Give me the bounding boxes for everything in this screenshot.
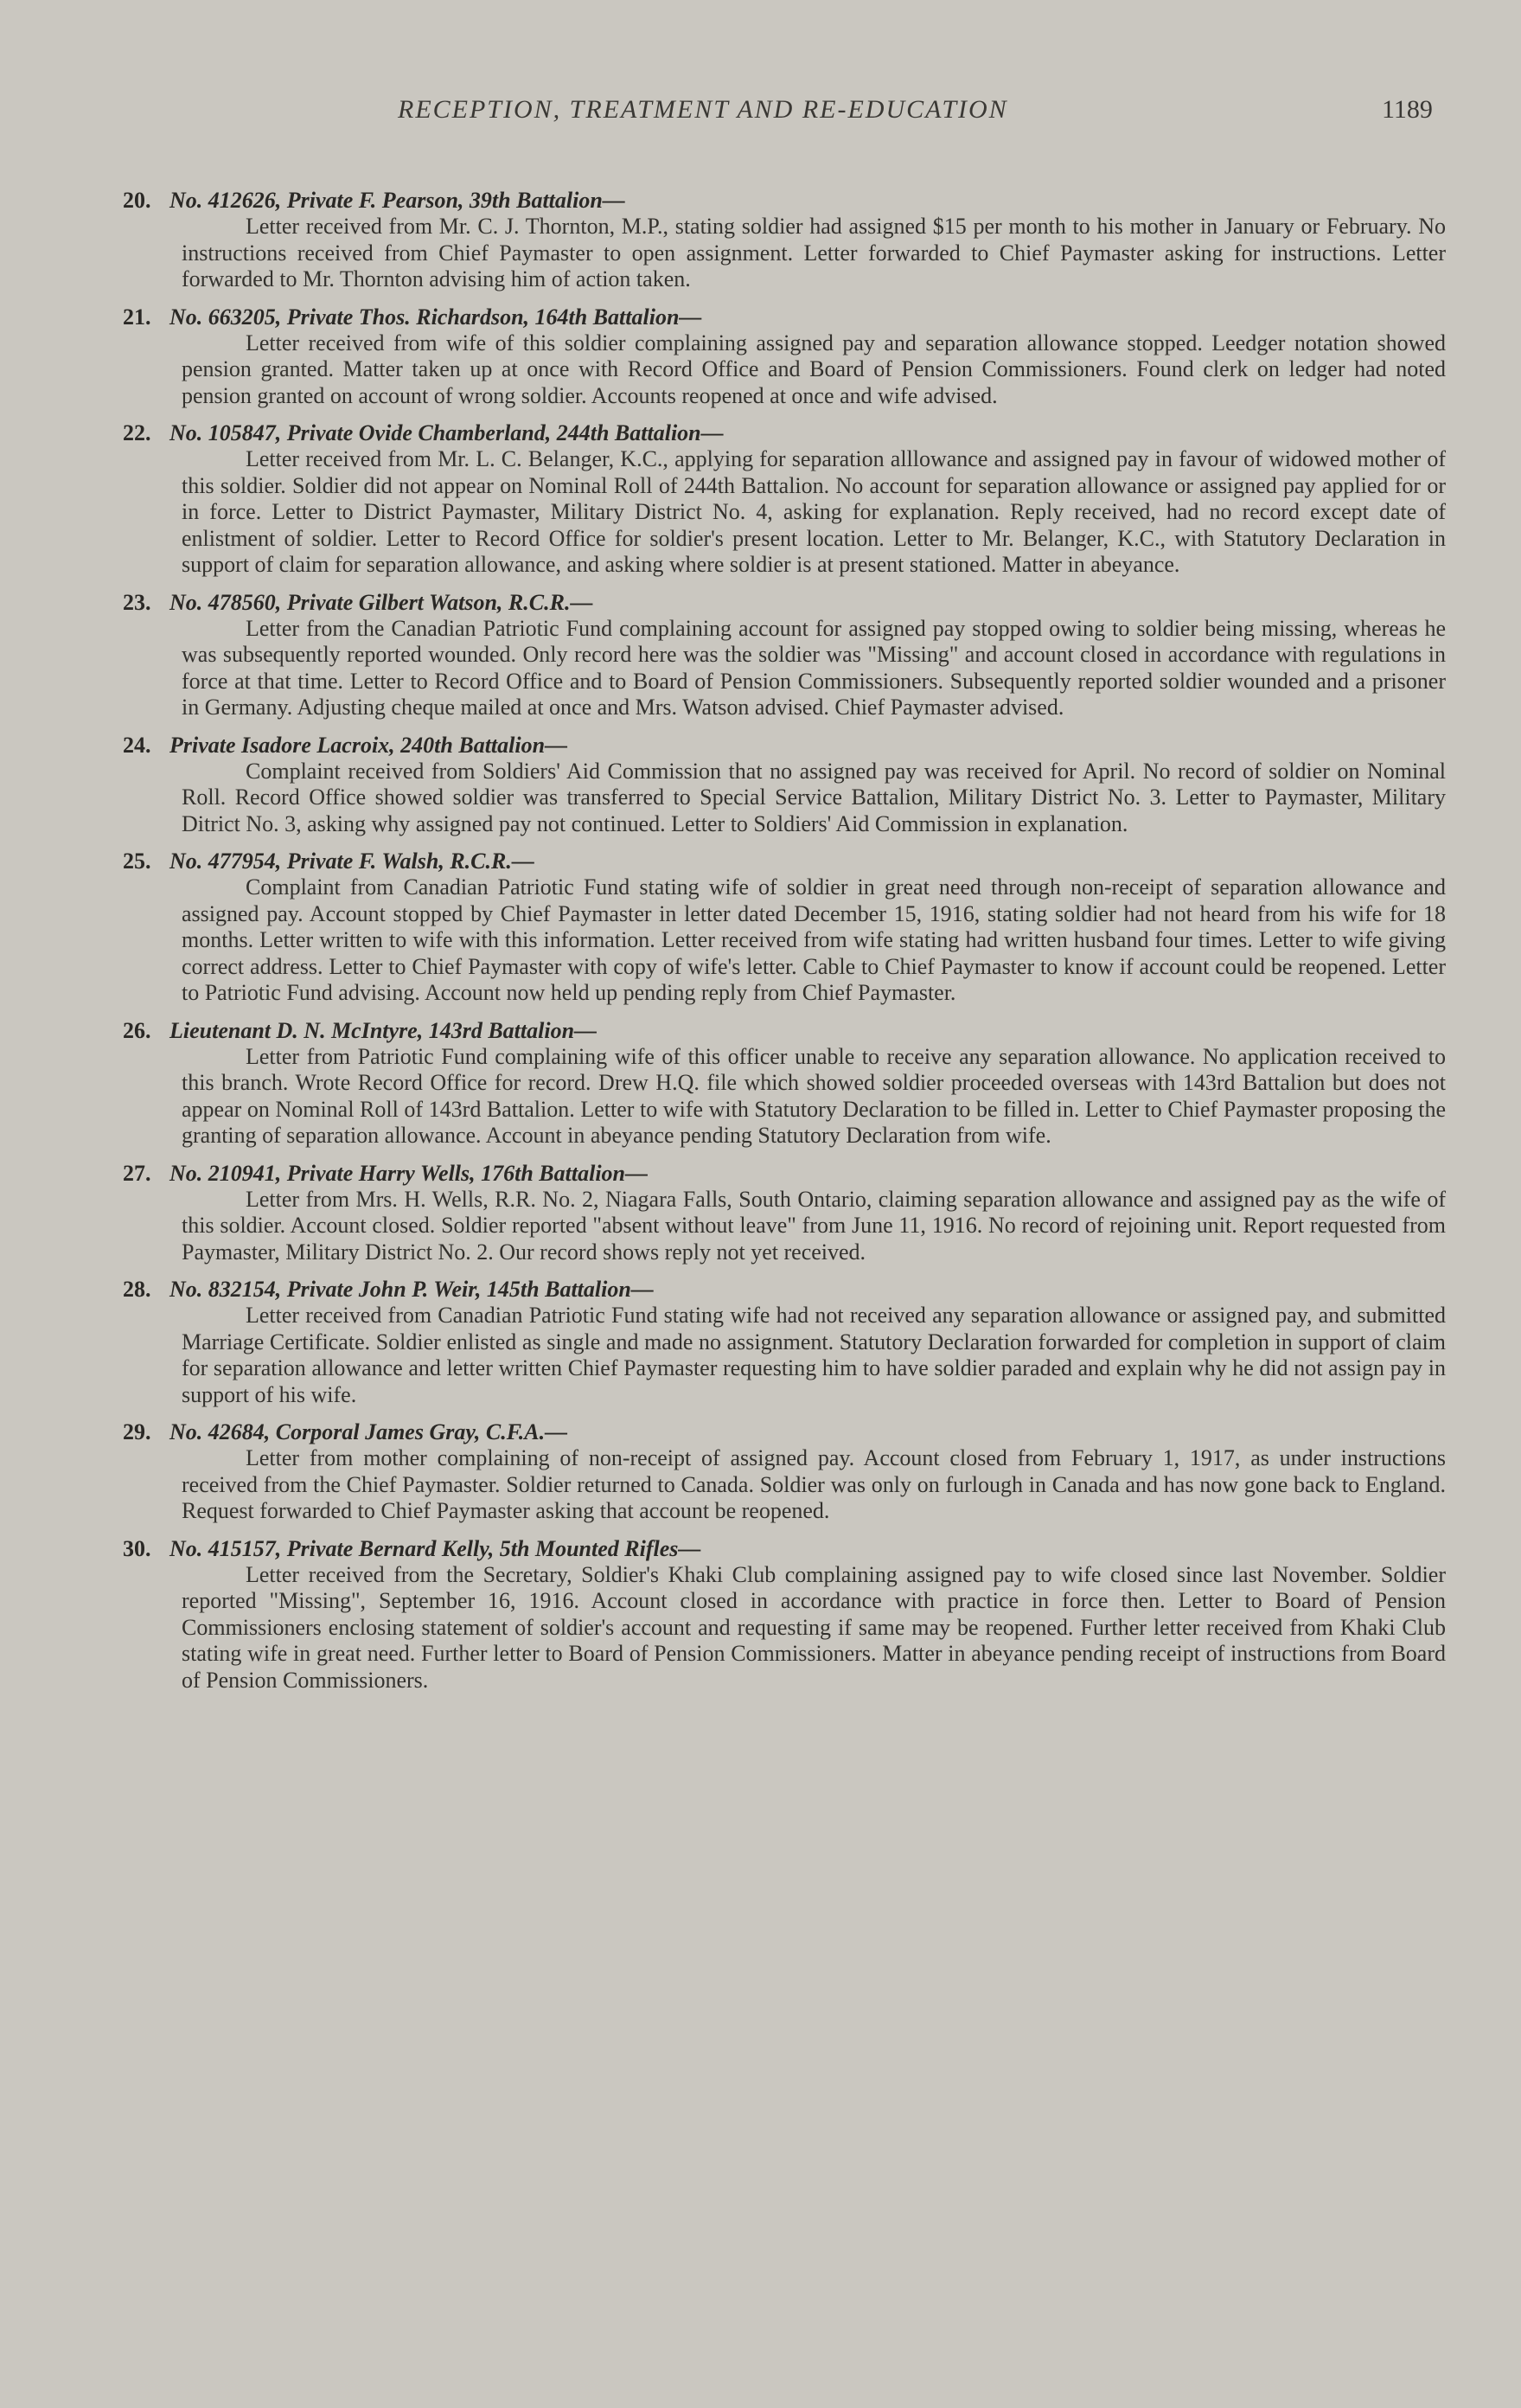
entry-body: Letter from Patriotic Fund complaining wife of this officer unable to receive any separation allowance. No application received to this branch. Wrote Record Office for record. Drew H.Q. file which showed soldier proceeded overseas with 143rd Battalion but does not appear on Nominal Roll of 143rd Battalion. Letter to wife with Statutory Declaration to be filled in. Letter to Chief Paymaster proposing the granting of separation allowance. Account in abeyance pending Statutory Declaration from wife. bbox=[182, 1043, 1446, 1148]
entry-heading bbox=[123, 1017, 1446, 1044]
entry-title: No. 832154, Private John P. Weir, 145th Battalion— bbox=[169, 1277, 654, 1302]
entry-number: 28. bbox=[123, 1277, 151, 1302]
entry-body: Letter received from the Secretary, Soldier's Khaki Club complaining assigned pay to wife closed since last November. Soldier reported "Missing", September 16, 1916. Account closed in accordance with practice in force then. Letter to Board of Pension Commissioners enclosing statement of soldier's account and requesting if same may be reopened. Further letter received from Khaki Club stating wife in great need. Further letter to Board of Pension Commissioners. Matter in abeyance pending receipt of instructions from Board of Pension Commissioners. bbox=[182, 1561, 1446, 1693]
entry-title: Lieutenant D. N. McIntyre, 143rd Battalion— bbox=[169, 1017, 598, 1043]
entry-title: No. 105847, Private Ovide Chamberland, 244th Battalion— bbox=[169, 420, 724, 445]
entry-heading bbox=[123, 419, 1446, 446]
entry-heading bbox=[123, 304, 1446, 330]
page-number: 1189 bbox=[1382, 95, 1433, 124]
list-item bbox=[123, 1017, 1446, 1150]
entry-title: No. 415157, Private Bernard Kelly, 5th Mounted Rifles— bbox=[169, 1535, 701, 1561]
entry-title: No. 210941, Private Harry Wells, 176th Battalion— bbox=[169, 1160, 649, 1186]
entry-number: 23. bbox=[123, 589, 151, 615]
entry-number: 27. bbox=[123, 1160, 151, 1186]
entry-body: Letter received from wife of this soldier complaining assigned pay and separation allowance stopped. Leedger notation showed pension granted. Matter taken up at once with Record Office and Board of Pension Commissioners. Found clerk on ledger had noted pension granted on account of wrong soldier. Accounts reopened at once and wife advised. bbox=[182, 330, 1446, 408]
entry-title: No. 42684, Corporal James Gray, C.F.A.— bbox=[169, 1419, 568, 1444]
list-item bbox=[123, 848, 1446, 1007]
entry-number: 29. bbox=[123, 1419, 151, 1444]
entry-title: No. 478560, Private Gilbert Watson, R.C.R.— bbox=[169, 589, 593, 615]
entry-body: Letter from mother complaining of non-receipt of assigned pay. Account closed from February 1, 1917, as under instructions received from the Chief Paymaster. Soldier returned to Canada. Soldier was only on furlough in Canada and has now gone back to England. Request forwarded to Chief Paymaster asking that account be reopened. bbox=[182, 1445, 1446, 1523]
list-item bbox=[123, 589, 1446, 721]
entry-heading bbox=[123, 732, 1446, 759]
entry-title: No. 477954, Private F. Walsh, R.C.R.— bbox=[169, 849, 534, 874]
entry-heading bbox=[123, 1419, 1446, 1445]
entry-heading bbox=[123, 1160, 1446, 1187]
entry-number: 26. bbox=[123, 1017, 151, 1043]
list-item bbox=[123, 1276, 1446, 1408]
entry-heading bbox=[123, 187, 1446, 214]
entry-body: Letter received from Canadian Patriotic Fund stating wife had not received any separation allowance or assigned pay, and submitted Marriage Certificate. Soldier enlisted as single and made no assignment. Statutory Declaration forwarded for completion in support of claim for separation allowance and letter written Chief Paymaster requesting him to have soldier paraded and explain why he did not assign pay in support of his wife. bbox=[182, 1303, 1446, 1407]
entry-body: Complaint received from Soldiers' Aid Commission that no assigned pay was received for April. No record of soldier on Nominal Roll. Record Office showed soldier was transferred to Special Service Battalion, Military District No. 3. Letter to Paymaster, Military Ditrict No. 3, asking why assigned pay not continued. Letter to Soldiers' Aid Commission in explanation. bbox=[182, 758, 1446, 836]
running-title: RECEPTION, TREATMENT AND RE-EDUCATION bbox=[398, 95, 1008, 124]
list-item bbox=[123, 1535, 1446, 1694]
entry-number: 20. bbox=[123, 188, 151, 213]
entry-number: 21. bbox=[123, 304, 151, 330]
entry-body: Letter from Mrs. H. Wells, R.R. No. 2, Niagara Falls, South Ontario, claiming separation allowance and assigned pay as the wife of this soldier. Account closed. Soldier reported "absent without leave" from June 11, 1916. No record of rejoining unit. Report requested from Paymaster, Military District No. 2. Our record shows reply not yet received. bbox=[182, 1186, 1446, 1265]
entry-heading bbox=[123, 848, 1446, 874]
entry-title: No. 412626, Private F. Pearson, 39th Battalion— bbox=[169, 188, 625, 213]
list-item bbox=[123, 1160, 1446, 1266]
entry-body: Letter from the Canadian Patriotic Fund complaining account for assigned pay stopped owing to soldier being missing, whereas he was subsequently reported wounded. Only record here was the soldier was "Missing" and account closed in accordance with regulations in force at that time. Letter to Record Office and to Board of Pension Commissioners. Subsequently reported soldier wounded and a prisoner in Germany. Adjusting cheque mailed at once and Mrs. Watson advised. Chief Paymaster advised. bbox=[182, 615, 1446, 720]
list-item bbox=[123, 732, 1446, 838]
entry-title: No. 663205, Private Thos. Richardson, 164th Battalion— bbox=[169, 304, 702, 330]
entry-body: Complaint from Canadian Patriotic Fund stating wife of soldier in great need through non-receipt of separation allowance and assigned pay. Account stopped by Chief Paymaster in letter dated December 15, 1916, stating soldier had not heard from his wife for 18 months. Letter written to wife with this information. Letter received from wife stating had written husband four times. Letter to wife giving correct address. Letter to Chief Paymaster with copy of wife's letter. Cable to Chief Paymaster to know if account could be reopened. Letter to Patriotic Fund advising. Account now held up pending reply from Chief Paymaster. bbox=[182, 874, 1446, 1005]
entries-list bbox=[123, 187, 1446, 1704]
entry-heading bbox=[123, 1535, 1446, 1562]
page-header bbox=[0, 95, 1521, 138]
entry-number: 30. bbox=[123, 1535, 151, 1561]
entry-number: 25. bbox=[123, 849, 151, 874]
list-item bbox=[123, 304, 1446, 410]
list-item bbox=[123, 187, 1446, 293]
entry-body: Letter received from Mr. C. J. Thornton, M.P., stating soldier had assigned $15 per month to his mother in January or February. No instructions received from Chief Paymaster to open assignment. Letter forwarded to Chief Paymaster asking for instructions. Letter forwarded to Mr. Thornton advising him of action taken. bbox=[182, 214, 1446, 291]
entry-heading bbox=[123, 589, 1446, 616]
entry-heading bbox=[123, 1276, 1446, 1303]
entry-body: Letter received from Mr. L. C. Belanger, K.C., applying for separation alllowance and assigned pay in favour of widowed mother of this soldier. Soldier did not appear on Nominal Roll of 244th Battalion. No account for separation allowance or assigned pay applied for or in force. Letter to District Paymaster, Military District No. 4, asking for explanation. Reply received, had no record except date of enlistment of soldier. Letter to Record Office for soldier's present location. Letter to Mr. Belanger, K.C., with Statutory Declaration in support of claim for separation allowance, and asking where soldier is at present stationed. Matter in abeyance. bbox=[182, 446, 1446, 577]
list-item bbox=[123, 419, 1446, 579]
list-item bbox=[123, 1419, 1446, 1525]
entry-title: Private Isadore Lacroix, 240th Battalion— bbox=[169, 732, 568, 758]
entry-number: 22. bbox=[123, 420, 151, 445]
entry-number: 24. bbox=[123, 732, 151, 758]
